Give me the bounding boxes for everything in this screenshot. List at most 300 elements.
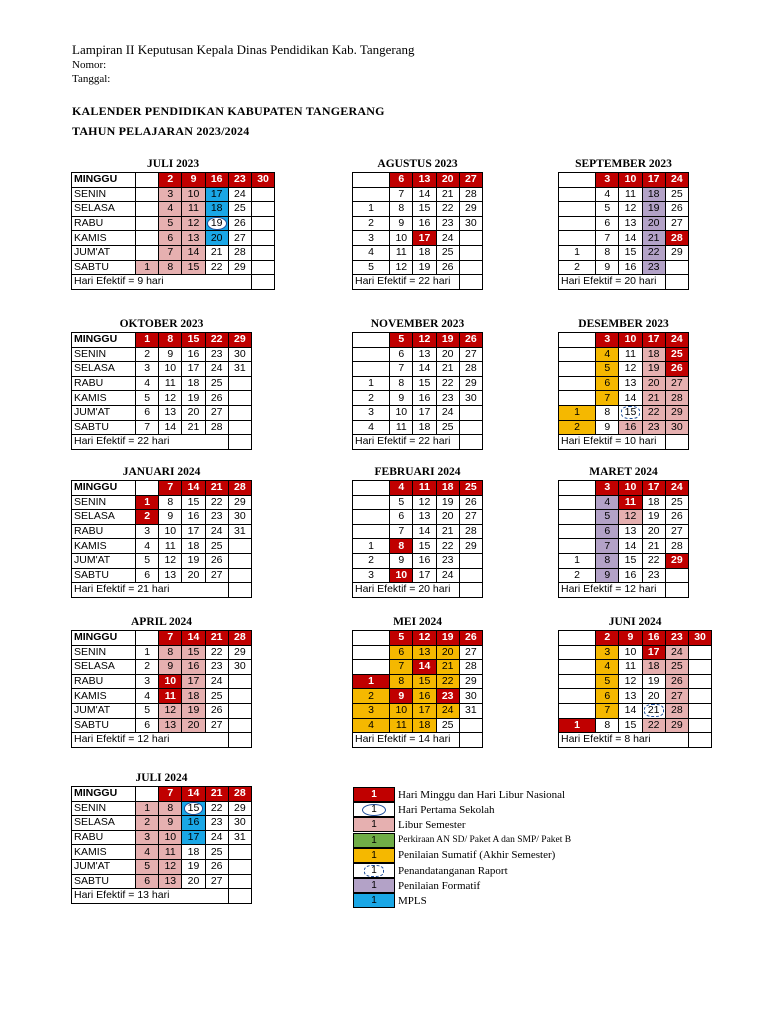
date-cell: 26 — [436, 260, 459, 275]
week-row — [353, 187, 483, 202]
date-cell: 24 — [205, 524, 228, 539]
date-cell: 14 — [182, 787, 205, 802]
date-cell: 13 — [619, 216, 642, 231]
week-row — [353, 524, 483, 539]
date-cell: 19 — [642, 362, 665, 377]
week-row — [559, 645, 712, 660]
date-cell: 4 — [596, 660, 619, 675]
date-cell: 3 — [596, 333, 619, 348]
date-cell: 18 — [642, 187, 665, 202]
date-cell: 14 — [182, 631, 205, 646]
date-cell: 2 — [353, 553, 390, 568]
month-table — [71, 332, 252, 450]
date-cell: 20 — [642, 376, 665, 391]
date-cell: 19 — [436, 333, 459, 348]
legend-label: Penandatanganan Raport — [398, 864, 508, 877]
date-cell — [459, 718, 482, 733]
month-calendar — [71, 465, 252, 598]
date-cell: 23 — [642, 420, 665, 435]
week-row — [353, 539, 483, 554]
date-cell: 11 — [413, 481, 436, 496]
date-cell: 26 — [205, 703, 228, 718]
date-cell: 28 — [459, 660, 482, 675]
date-cell — [251, 260, 274, 275]
date-cell: 4 — [353, 420, 390, 435]
date-cell: 19 — [413, 260, 436, 275]
date-cell: 13 — [413, 347, 436, 362]
date-cell: 1 — [136, 333, 159, 348]
week-row — [559, 718, 712, 733]
date-cell: 1 — [136, 645, 159, 660]
date-cell — [353, 362, 390, 377]
month-table — [71, 480, 252, 598]
effective-blank — [459, 583, 482, 598]
date-cell: 24 — [436, 231, 459, 246]
date-cell — [136, 481, 159, 496]
date-cell: 18 — [182, 845, 205, 860]
date-cell: 27 — [459, 173, 482, 188]
date-cell: 13 — [159, 874, 182, 889]
day-name: RABU — [72, 524, 136, 539]
date-cell: 21 — [205, 245, 228, 260]
date-cell: 4 — [136, 539, 159, 554]
date-cell: 5 — [136, 703, 159, 718]
date-cell: 1 — [136, 801, 159, 816]
week-row — [353, 333, 483, 348]
date-cell: 7 — [159, 787, 182, 802]
date-cell: 14 — [619, 391, 642, 406]
date-cell: 25 — [436, 245, 459, 260]
date-cell: 21 — [642, 391, 665, 406]
date-cell: 13 — [619, 524, 642, 539]
week-row — [72, 718, 252, 733]
date-cell: 11 — [390, 718, 413, 733]
date-cell: 24 — [665, 173, 688, 188]
date-cell: 2 — [353, 216, 390, 231]
date-cell — [353, 524, 390, 539]
date-cell: 27 — [665, 216, 688, 231]
date-cell: 2 — [136, 816, 159, 831]
date-cell: 6 — [390, 645, 413, 660]
week-row — [72, 202, 275, 217]
date-cell: 16 — [182, 816, 205, 831]
date-cell: 20 — [205, 231, 228, 246]
date-cell — [136, 631, 159, 646]
date-cell: 29 — [459, 674, 482, 689]
date-cell — [559, 216, 596, 231]
date-cell: 23 — [228, 173, 251, 188]
date-cell: 3 — [136, 524, 159, 539]
date-cell — [228, 420, 251, 435]
date-cell: 8 — [159, 260, 182, 275]
date-cell: 19 — [182, 859, 205, 874]
date-cell: 20 — [182, 568, 205, 583]
date-cell — [459, 245, 482, 260]
date-cell: 29 — [228, 260, 251, 275]
date-cell: 2 — [136, 347, 159, 362]
date-cell: 21 — [436, 660, 459, 675]
date-cell — [559, 674, 596, 689]
date-cell — [459, 553, 482, 568]
day-name: RABU — [72, 674, 136, 689]
date-cell: 10 — [619, 173, 642, 188]
week-row — [559, 260, 689, 275]
date-cell: 24 — [436, 568, 459, 583]
date-cell: 1 — [353, 376, 390, 391]
week-row — [72, 816, 252, 831]
date-cell — [353, 631, 390, 646]
date-cell: 3 — [596, 645, 619, 660]
date-cell: 8 — [596, 553, 619, 568]
date-cell: 19 — [642, 674, 665, 689]
date-cell: 25 — [436, 420, 459, 435]
date-cell: 12 — [413, 631, 436, 646]
date-cell: 13 — [159, 568, 182, 583]
date-cell: 19 — [436, 495, 459, 510]
week-row — [559, 539, 689, 554]
date-cell: 22 — [436, 202, 459, 217]
date-cell: 22 — [436, 674, 459, 689]
date-cell: 18 — [642, 660, 665, 675]
week-row — [559, 510, 689, 525]
week-row — [353, 376, 483, 391]
day-name: KAMIS — [72, 231, 136, 246]
day-name: JUM'AT — [72, 245, 136, 260]
date-cell: 3 — [596, 481, 619, 496]
date-cell — [559, 347, 596, 362]
week-row — [72, 347, 252, 362]
week-row — [559, 245, 689, 260]
week-row — [353, 362, 483, 377]
date-cell: 19 — [436, 631, 459, 646]
date-cell: 18 — [182, 539, 205, 554]
date-cell: 13 — [619, 376, 642, 391]
date-cell: 12 — [619, 510, 642, 525]
date-cell: 22 — [436, 376, 459, 391]
date-cell: 12 — [159, 553, 182, 568]
date-cell: 11 — [619, 347, 642, 362]
date-cell: 2 — [596, 631, 619, 646]
date-cell: 27 — [228, 231, 251, 246]
date-cell: 8 — [390, 202, 413, 217]
effective-blank — [459, 275, 482, 290]
date-cell — [559, 495, 596, 510]
legend-swatch — [353, 863, 395, 878]
effective-days: Hari Efektif = 8 hari — [559, 733, 689, 748]
effective-days: Hari Efektif = 12 hari — [72, 733, 229, 748]
date-cell: 21 — [205, 481, 228, 496]
month-calendar — [558, 317, 689, 450]
week-row — [72, 216, 275, 231]
week-row — [353, 553, 483, 568]
date-cell: 7 — [390, 524, 413, 539]
month-calendar — [352, 317, 483, 450]
month-title: JANUARI 2024 — [122, 466, 201, 478]
legend-label: MPLS — [398, 894, 427, 907]
date-cell: 26 — [665, 510, 688, 525]
date-cell: 4 — [596, 495, 619, 510]
legend-item — [353, 833, 571, 848]
date-cell: 16 — [642, 631, 665, 646]
week-row — [72, 660, 252, 675]
effective-blank — [665, 275, 688, 290]
date-cell: 9 — [390, 689, 413, 704]
week-row — [559, 553, 689, 568]
date-cell: 23 — [642, 568, 665, 583]
date-cell: 4 — [596, 187, 619, 202]
date-cell: 27 — [459, 347, 482, 362]
date-cell — [559, 689, 596, 704]
week-row — [559, 689, 712, 704]
week-row — [353, 495, 483, 510]
month-title: FEBRUARI 2024 — [374, 466, 461, 478]
date-cell: 26 — [459, 631, 482, 646]
date-cell: 25 — [205, 539, 228, 554]
date-cell: 29 — [459, 202, 482, 217]
date-cell — [688, 645, 711, 660]
effective-days: Hari Efektif = 22 hari — [353, 275, 460, 290]
date-cell — [559, 362, 596, 377]
date-cell: 11 — [159, 376, 182, 391]
date-cell: 12 — [390, 260, 413, 275]
day-name: SENIN — [72, 645, 136, 660]
week-row — [559, 660, 712, 675]
date-cell: 25 — [459, 481, 482, 496]
date-cell: 15 — [413, 376, 436, 391]
date-cell: 23 — [436, 689, 459, 704]
date-cell: 7 — [596, 539, 619, 554]
date-cell: 29 — [459, 539, 482, 554]
day-name: MINGGU — [72, 787, 136, 802]
week-row — [353, 689, 483, 704]
legend-label: Libur Semester — [398, 818, 466, 831]
week-row — [72, 631, 252, 646]
date-cell: 22 — [642, 718, 665, 733]
effective-blank — [228, 435, 251, 450]
legend-label: Penilaian Sumatif (Akhir Semester) — [398, 849, 556, 862]
date-cell: 6 — [596, 689, 619, 704]
week-row — [353, 703, 483, 718]
date-cell: 1 — [353, 674, 390, 689]
date-cell: 24 — [436, 703, 459, 718]
month-calendar — [352, 157, 483, 290]
date-cell — [559, 187, 596, 202]
date-cell: 15 — [182, 333, 205, 348]
date-cell: 19 — [642, 202, 665, 217]
date-cell — [228, 376, 251, 391]
day-name: SABTU — [72, 260, 136, 275]
date-cell: 10 — [390, 405, 413, 420]
month-calendar — [352, 465, 483, 598]
effective-days: Hari Efektif = 22 hari — [72, 435, 229, 450]
date-cell: 17 — [642, 645, 665, 660]
month-calendar — [71, 771, 252, 904]
date-cell: 17 — [182, 830, 205, 845]
date-cell: 9 — [619, 631, 642, 646]
date-cell — [559, 333, 596, 348]
report-signing-marker: 21 — [644, 704, 664, 717]
date-cell — [353, 645, 390, 660]
date-cell: 30 — [228, 816, 251, 831]
date-cell: 11 — [619, 187, 642, 202]
date-cell — [228, 539, 251, 554]
week-row — [559, 173, 689, 188]
date-cell: 26 — [459, 495, 482, 510]
date-cell: 16 — [619, 568, 642, 583]
date-cell — [228, 874, 251, 889]
week-row — [72, 173, 275, 188]
legend-swatch: 1 — [353, 787, 395, 802]
week-row — [559, 376, 689, 391]
date-cell: 8 — [159, 801, 182, 816]
month-title: JUNI 2024 — [608, 616, 662, 628]
date-cell: 12 — [159, 703, 182, 718]
date-cell — [353, 660, 390, 675]
date-cell — [182, 801, 205, 816]
date-cell: 18 — [642, 347, 665, 362]
week-row — [559, 568, 689, 583]
date-cell: 3 — [353, 703, 390, 718]
date-cell: 8 — [596, 718, 619, 733]
week-row — [559, 231, 689, 246]
date-cell: 28 — [228, 787, 251, 802]
day-name: SABTU — [72, 718, 136, 733]
month-title: APRIL 2024 — [130, 616, 193, 628]
date-cell: 5 — [596, 510, 619, 525]
effective-days: Hari Efektif = 22 hari — [353, 435, 460, 450]
day-name: SABTU — [72, 568, 136, 583]
date-cell: 7 — [159, 245, 182, 260]
date-cell: 29 — [228, 333, 251, 348]
date-cell: 8 — [390, 674, 413, 689]
date-cell: 16 — [619, 420, 642, 435]
date-cell: 25 — [205, 845, 228, 860]
date-cell: 4 — [390, 481, 413, 496]
date-cell: 30 — [228, 510, 251, 525]
date-cell — [559, 703, 596, 718]
week-row — [559, 631, 712, 646]
legend-label: Perkiraan AN SD/ Paket A dan SMP/ Paket B — [398, 835, 572, 846]
month-table — [71, 630, 252, 748]
date-cell: 4 — [136, 689, 159, 704]
date-cell: 22 — [205, 801, 228, 816]
date-cell: 2 — [559, 260, 596, 275]
date-cell: 22 — [642, 405, 665, 420]
date-cell: 16 — [413, 553, 436, 568]
date-cell: 13 — [413, 645, 436, 660]
date-cell: 29 — [228, 801, 251, 816]
date-cell: 9 — [390, 391, 413, 406]
date-cell — [459, 405, 482, 420]
date-cell: 3 — [159, 187, 182, 202]
week-row — [353, 718, 483, 733]
date-cell: 21 — [182, 420, 205, 435]
date-cell — [353, 347, 390, 362]
date-cell: 18 — [436, 481, 459, 496]
date-cell — [205, 216, 228, 231]
date-cell — [665, 568, 688, 583]
date-cell — [459, 260, 482, 275]
week-row — [353, 231, 483, 246]
date-cell — [228, 674, 251, 689]
date-cell: 20 — [436, 347, 459, 362]
date-cell: 23 — [642, 260, 665, 275]
date-cell: 5 — [390, 495, 413, 510]
date-cell: 11 — [390, 420, 413, 435]
date-cell: 2 — [559, 568, 596, 583]
date-cell: 22 — [642, 245, 665, 260]
header-tanggal: Tanggal: — [72, 73, 111, 85]
date-cell: 23 — [205, 510, 228, 525]
date-cell: 16 — [205, 173, 228, 188]
week-row — [559, 391, 689, 406]
day-name: KAMIS — [72, 391, 136, 406]
date-cell — [251, 202, 274, 217]
effective-blank — [459, 435, 482, 450]
date-cell — [228, 718, 251, 733]
effective-blank — [665, 435, 688, 450]
date-cell: 23 — [205, 816, 228, 831]
week-row — [72, 859, 252, 874]
date-cell: 26 — [205, 391, 228, 406]
date-cell — [353, 510, 390, 525]
date-cell: 16 — [413, 391, 436, 406]
date-cell — [251, 245, 274, 260]
date-cell: 24 — [205, 674, 228, 689]
week-row — [72, 787, 252, 802]
legend-swatch: 1 — [353, 848, 395, 863]
date-cell: 4 — [353, 718, 390, 733]
date-cell — [228, 845, 251, 860]
effective-days: Hari Efektif = 9 hari — [72, 275, 252, 290]
date-cell: 10 — [619, 481, 642, 496]
date-cell — [353, 495, 390, 510]
date-cell: 28 — [665, 539, 688, 554]
date-cell: 26 — [228, 216, 251, 231]
date-cell: 28 — [228, 631, 251, 646]
date-cell: 22 — [436, 539, 459, 554]
date-cell — [136, 216, 159, 231]
date-cell: 5 — [136, 553, 159, 568]
date-cell: 27 — [459, 645, 482, 660]
date-cell: 10 — [159, 674, 182, 689]
legend-swatch: 1 — [353, 817, 395, 832]
date-cell: 27 — [665, 376, 688, 391]
report-signing-marker: 15 — [621, 406, 641, 419]
date-cell — [228, 391, 251, 406]
date-cell — [353, 173, 390, 188]
date-cell: 23 — [436, 216, 459, 231]
date-cell: 6 — [390, 173, 413, 188]
month-table — [558, 172, 689, 290]
legend-item — [353, 787, 571, 802]
date-cell: 19 — [182, 703, 205, 718]
date-cell: 7 — [390, 362, 413, 377]
date-cell: 7 — [596, 703, 619, 718]
week-row — [559, 333, 689, 348]
month-table — [352, 630, 483, 748]
date-cell: 26 — [665, 674, 688, 689]
legend-swatch: 1 — [353, 878, 395, 893]
date-cell: 22 — [205, 333, 228, 348]
date-cell: 15 — [619, 718, 642, 733]
date-cell: 17 — [413, 405, 436, 420]
week-row — [72, 703, 252, 718]
date-cell: 27 — [665, 524, 688, 539]
date-cell: 27 — [665, 689, 688, 704]
week-row — [559, 674, 712, 689]
date-cell: 21 — [436, 362, 459, 377]
